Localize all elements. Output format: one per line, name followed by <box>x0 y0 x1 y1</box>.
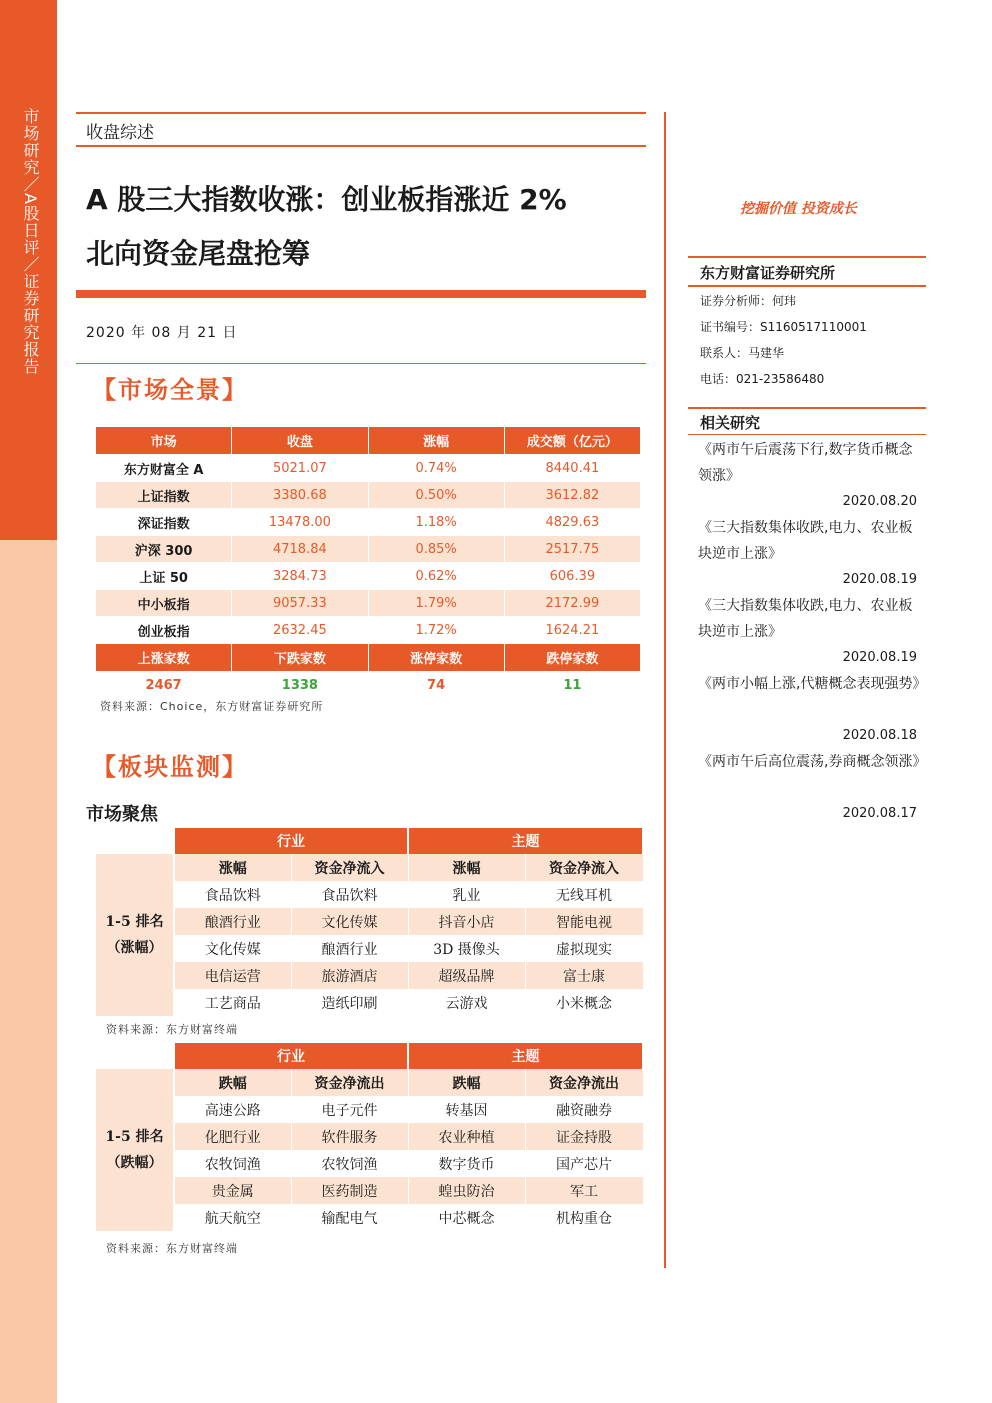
column-header: 资金净流出 <box>291 1069 408 1096</box>
index-volume: 606.39 <box>504 563 640 590</box>
limit-up-count: 74 <box>368 672 504 700</box>
sector-cell: 军工 <box>525 1177 643 1204</box>
losers-table <box>96 1043 644 1231</box>
rank-label-line: （跌幅） <box>106 1155 163 1171</box>
column-header: 跌幅 <box>174 1069 291 1096</box>
sidebar-band-light <box>0 540 57 1403</box>
title-line-2: 北向资金尾盘抢筹 <box>86 237 311 270</box>
sector-cell: 农牧饲渔 <box>174 1150 291 1177</box>
index-name: 深证指数 <box>96 509 232 536</box>
sector-cell: 智能电视 <box>525 908 643 935</box>
index-change: 1.79% <box>368 590 504 617</box>
related-top-rule <box>688 407 926 409</box>
rank-label <box>96 1069 174 1231</box>
sector-cell: 数字货币 <box>408 1150 525 1177</box>
table-row <box>96 590 641 617</box>
sector-cell: 乳业 <box>408 881 525 908</box>
sector-cell: 抖音小店 <box>408 908 525 935</box>
sector-cell: 食品饮料 <box>291 881 408 908</box>
sector-cell: 证金持股 <box>525 1123 643 1150</box>
title-line-1: A 股三大指数收涨：创业板指涨近 2% <box>86 183 567 216</box>
industry-header: 行业 <box>174 1043 408 1069</box>
index-volume: 2517.75 <box>504 536 640 563</box>
column-header: 资金净流入 <box>525 854 643 881</box>
sector-cell: 国产芯片 <box>525 1150 643 1177</box>
table-row <box>96 962 643 989</box>
sector-cell: 农业种植 <box>408 1123 525 1150</box>
sector-cell: 农牧饲渔 <box>291 1150 408 1177</box>
related-report-date: 2020.08.19 <box>842 572 917 587</box>
top-rule <box>76 112 646 114</box>
column-header: 市场 <box>96 427 232 455</box>
index-volume: 4829.63 <box>504 509 640 536</box>
sector-cell: 蝗虫防治 <box>408 1177 525 1204</box>
table-row <box>96 617 641 644</box>
sector-cell: 3D 摄像头 <box>408 935 525 962</box>
column-header: 资金净流入 <box>291 854 408 881</box>
related-report-date: 2020.08.17 <box>842 806 917 821</box>
table-row <box>96 509 641 536</box>
sector-cell: 酿酒行业 <box>174 908 291 935</box>
table-row <box>96 881 643 908</box>
column-header: 成交额（亿元） <box>504 427 640 455</box>
firm-top-rule <box>688 256 926 258</box>
sector-cell: 化肥行业 <box>174 1123 291 1150</box>
header-rule <box>76 145 646 147</box>
index-name: 沪深 300 <box>96 536 232 563</box>
index-close: 5021.07 <box>232 455 368 482</box>
rank-label-line: （涨幅） <box>106 940 163 956</box>
sector-cell: 高速公路 <box>174 1096 291 1123</box>
sector-cell: 富士康 <box>525 962 643 989</box>
column-header: 涨幅 <box>408 854 525 881</box>
column-header: 涨幅 <box>174 854 291 881</box>
gainers-table <box>96 828 644 1016</box>
limit-down-count: 11 <box>504 672 640 700</box>
table-row <box>96 1177 643 1204</box>
index-close: 13478.00 <box>232 509 368 536</box>
index-volume: 8440.41 <box>504 455 640 482</box>
table-row <box>96 908 643 935</box>
analyst-info: 证券分析师：何玮 <box>700 294 797 308</box>
sector-cell: 文化传媒 <box>174 935 291 962</box>
table-row <box>96 482 641 509</box>
table-row <box>96 1150 643 1177</box>
sector-cell: 云游戏 <box>408 989 525 1016</box>
column-header: 资金净流出 <box>525 1069 643 1096</box>
rank-label-line: 1-5 排名 <box>105 914 164 930</box>
index-change: 0.50% <box>368 482 504 509</box>
gainers-source: 资料来源：东方财富终端 <box>106 1023 238 1036</box>
sector-cell: 虚拟现实 <box>525 935 643 962</box>
market-table <box>95 426 641 700</box>
related-report-link[interactable]: 《两市午后高位震荡,券商概念领涨》 <box>698 754 927 770</box>
corner-cell <box>96 828 174 854</box>
index-name: 中小板指 <box>96 590 232 617</box>
theme-header: 主题 <box>408 1043 643 1069</box>
related-report-date: 2020.08.18 <box>842 728 917 743</box>
index-name: 上证 50 <box>96 563 232 590</box>
related-report-link[interactable]: 《三大指数集体收跌,电力、农业板块逆市上涨》 <box>698 520 913 562</box>
group-header-row <box>96 1043 643 1069</box>
sector-cell: 超级品牌 <box>408 962 525 989</box>
sector-cell: 转基因 <box>408 1096 525 1123</box>
column-header-row <box>96 854 643 881</box>
sector-cell: 无线耳机 <box>525 881 643 908</box>
sector-cell: 造纸印刷 <box>291 989 408 1016</box>
index-volume: 3612.82 <box>504 482 640 509</box>
date-rule <box>76 363 646 364</box>
sector-heading: 【板块监测】 <box>92 752 248 781</box>
firm-name: 东方财富证券研究所 <box>700 264 836 282</box>
table-row <box>96 935 643 962</box>
section-label: 收盘综述 <box>86 123 154 143</box>
index-close: 3284.73 <box>232 563 368 590</box>
market-source: 资料来源：Choice，东方财富证券研究所 <box>100 700 324 713</box>
table-row <box>96 536 641 563</box>
related-report-link[interactable]: 《两市午后震荡下行,数字货币概念领涨》 <box>698 442 913 484</box>
index-change: 1.72% <box>368 617 504 644</box>
sector-cell: 输配电气 <box>291 1204 408 1231</box>
market-header-row <box>96 427 641 455</box>
market-focus-subheading: 市场聚焦 <box>86 804 158 825</box>
sector-cell: 工艺商品 <box>174 989 291 1016</box>
column-header: 收盘 <box>232 427 368 455</box>
table-row <box>96 455 641 482</box>
slogan: 挖掘价值 投资成长 <box>740 201 857 217</box>
theme-header: 主题 <box>408 828 643 854</box>
index-name: 创业板指 <box>96 617 232 644</box>
sector-cell: 文化传媒 <box>291 908 408 935</box>
column-header: 跌幅 <box>408 1069 525 1096</box>
stat-label: 涨停家数 <box>368 644 504 672</box>
sector-cell: 融资融券 <box>525 1096 643 1123</box>
group-header-row <box>96 828 643 854</box>
index-change: 0.62% <box>368 563 504 590</box>
related-report-link[interactable]: 《三大指数集体收跌,电力、农业板块逆市上涨》 <box>698 598 913 640</box>
index-change: 0.85% <box>368 536 504 563</box>
advancers-count: 2467 <box>96 672 232 700</box>
sector-cell: 中芯概念 <box>408 1204 525 1231</box>
stats-header-row <box>96 644 641 672</box>
index-volume: 2172.99 <box>504 590 640 617</box>
related-report-link[interactable]: 《两市小幅上涨,代糖概念表现强势》 <box>698 676 927 692</box>
sector-cell: 贵金属 <box>174 1177 291 1204</box>
rank-label <box>96 854 174 1016</box>
index-change: 0.74% <box>368 455 504 482</box>
stat-label: 上涨家数 <box>96 644 232 672</box>
related-bottom-rule <box>688 434 926 435</box>
related-research-title: 相关研究 <box>700 414 761 432</box>
index-close: 4718.84 <box>232 536 368 563</box>
sector-cell: 软件服务 <box>291 1123 408 1150</box>
index-name: 东方财富全 A <box>96 455 232 482</box>
stat-label: 跌停家数 <box>504 644 640 672</box>
cert-number: 证书编号：S1160517110001 <box>700 320 867 334</box>
sector-cell: 机构重仓 <box>525 1204 643 1231</box>
industry-header: 行业 <box>174 828 408 854</box>
sector-cell: 旅游酒店 <box>291 962 408 989</box>
stats-row <box>96 672 641 700</box>
sector-cell: 电信运营 <box>174 962 291 989</box>
sector-cell: 酿酒行业 <box>291 935 408 962</box>
corner-cell <box>96 1043 174 1069</box>
report-title <box>86 173 646 281</box>
table-row <box>96 1204 643 1231</box>
related-report-date: 2020.08.19 <box>842 650 917 665</box>
index-name: 上证指数 <box>96 482 232 509</box>
market-heading: 【市场全景】 <box>92 375 248 404</box>
column-divider <box>664 112 666 1268</box>
phone-number: 电话：021-23586480 <box>700 372 825 386</box>
sector-cell: 小米概念 <box>525 989 643 1016</box>
index-close: 9057.33 <box>232 590 368 617</box>
stat-label: 下跌家数 <box>232 644 368 672</box>
firm-bottom-rule <box>688 285 926 287</box>
index-volume: 1624.21 <box>504 617 640 644</box>
sidebar-category: 市场研究／A股日评／证券研究报告 <box>21 108 40 375</box>
sector-cell: 食品饮料 <box>174 881 291 908</box>
column-header: 涨幅 <box>368 427 504 455</box>
losers-source: 资料来源：东方财富终端 <box>106 1242 238 1255</box>
index-close: 3380.68 <box>232 482 368 509</box>
table-row <box>96 1123 643 1150</box>
column-header-row <box>96 1069 643 1096</box>
title-rule <box>76 290 646 298</box>
index-close: 2632.45 <box>232 617 368 644</box>
sector-cell: 电子元件 <box>291 1096 408 1123</box>
report-date: 2020 年 08 月 21 日 <box>86 325 238 341</box>
decliners-count: 1338 <box>232 672 368 700</box>
rank-label-line: 1-5 排名 <box>105 1129 164 1145</box>
sector-cell: 医药制造 <box>291 1177 408 1204</box>
contact-person: 联系人：马建华 <box>700 346 785 360</box>
table-row <box>96 1096 643 1123</box>
table-row <box>96 989 643 1016</box>
index-change: 1.18% <box>368 509 504 536</box>
related-report-date: 2020.08.20 <box>842 494 917 509</box>
sector-cell: 航天航空 <box>174 1204 291 1231</box>
table-row <box>96 563 641 590</box>
